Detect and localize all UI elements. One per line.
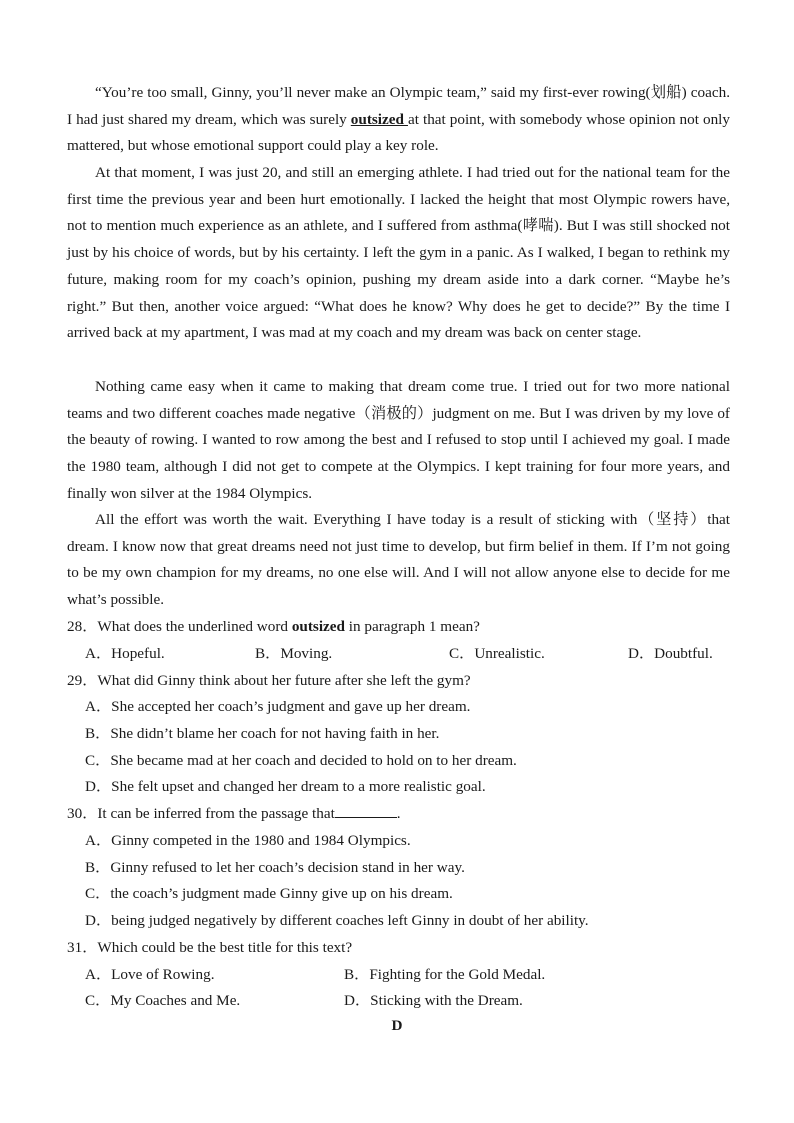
question-28-stem-end: in paragraph 1 mean?	[344, 618, 480, 635]
question-28-option-b[interactable]: B．Moving.	[255, 645, 333, 662]
question-30-option-a[interactable]: A．Ginny competed in the 1980 and 1984 Olympics.	[85, 832, 411, 849]
paragraph-1-text-end: at that point, with somebody whose opinion not only mattered, but whose emotional support could play a key role.	[67, 110, 730, 155]
question-29-option-a[interactable]: A．She accepted her coach’s judgment and gave up her dream.	[85, 698, 471, 715]
passage-paragraph-2: At that moment, I was just 20, and still an emerging athlete. I had tried out for the national team for the first time the previous year and been hurt emotionally. I lacked the height that most Olympic rowers have, not to mention much experience as an athlete, and I suffered from asthma(哮喘). But I was still shocked not just by his choice of words, but by his certainty. I left the gym in a panic. As I walked, I began to rethink my future, making room for my coach’s opinion, pushing my dream aside into a dark corner. “Maybe he’s right.” But then, another voice argued: “What does he know? Why does he get to decide?” By the time I arrived back at my apartment, I was mad at my coach and my dream was back on center stage.	[67, 164, 730, 342]
question-28-option-d[interactable]: D．Doubtful.	[628, 645, 713, 662]
paragraph-1-text-start: “You’re too small, Ginny, you’ll never make an Olympic team,” said my first-ever rowing(划船) coach. I had just shared my dream, which was surely	[67, 84, 730, 128]
question-28-bold-word: outsized	[291, 618, 345, 635]
passage-paragraph-1	[67, 80, 730, 160]
question-30-stem-start: 30．It can be inferred from the passage that	[67, 805, 335, 822]
question-29-option-b[interactable]: B．She didn’t blame her coach for not having faith in her.	[85, 725, 440, 742]
question-31-option-a[interactable]: A．Love of Rowing.	[85, 966, 215, 983]
question-28-stem-start: 28．What does the underlined word	[67, 618, 292, 635]
underlined-word-outsized: outsized	[350, 110, 408, 128]
question-30-option-c[interactable]: C．the coach’s judgment made Ginny give up on his dream.	[85, 885, 453, 902]
question-30-option-b[interactable]: B．Ginny refused to let her coach’s decision stand in her way.	[85, 859, 465, 876]
question-29-stem: 29．What did Ginny think about her future after she left the gym?	[67, 672, 471, 689]
question-30-stem	[67, 801, 747, 828]
question-29-option-c[interactable]: C．She became mad at her coach and decided to hold on to her dream.	[85, 752, 517, 769]
question-31-stem: 31．Which could be the best title for this text?	[67, 939, 353, 956]
question-30-option-d[interactable]: D．being judged negatively by different coaches left Ginny in doubt of her ability.	[85, 912, 589, 929]
question-30-stem-end: .	[396, 805, 401, 822]
passage-paragraph-4: All the effort was worth the wait. Everything I have today is a result of sticking with（坚持）that dream. I know now that great dreams need not just time to develop, but firm belief in them. If I’m not going to be my own champion for my dreams, no one else will. And I will not allow anyone else to decide for me what’s possible.	[67, 511, 730, 609]
question-31-option-d[interactable]: D．Sticking with the Dream.	[344, 992, 523, 1009]
question-28-option-c[interactable]: C．Unrealistic.	[449, 645, 545, 662]
question-31-option-c[interactable]: C．My Coaches and Me.	[85, 992, 241, 1009]
question-31-option-b[interactable]: B．Fighting for the Gold Medal.	[344, 966, 546, 983]
section-label: D	[391, 1017, 403, 1034]
question-29-option-d[interactable]: D．She felt upset and changed her dream to a more realistic goal.	[85, 778, 486, 795]
passage-paragraph-3: Nothing came easy when it came to making that dream come true. I tried out for two more national teams and two different coaches made negative（消极的）judgment on me. But I was driven by my love of the beauty of rowing. I wanted to row among the best and I refused to stop until I achieved my goal. I made the 1980 team, although I did not get to compete at the Olympics. I kept training for four more years, and finally won silver at the 1984 Olympics.	[67, 378, 730, 502]
question-28-stem	[67, 614, 747, 641]
question-28-option-a[interactable]: A．Hopeful.	[85, 645, 165, 662]
answer-blank	[335, 802, 397, 818]
